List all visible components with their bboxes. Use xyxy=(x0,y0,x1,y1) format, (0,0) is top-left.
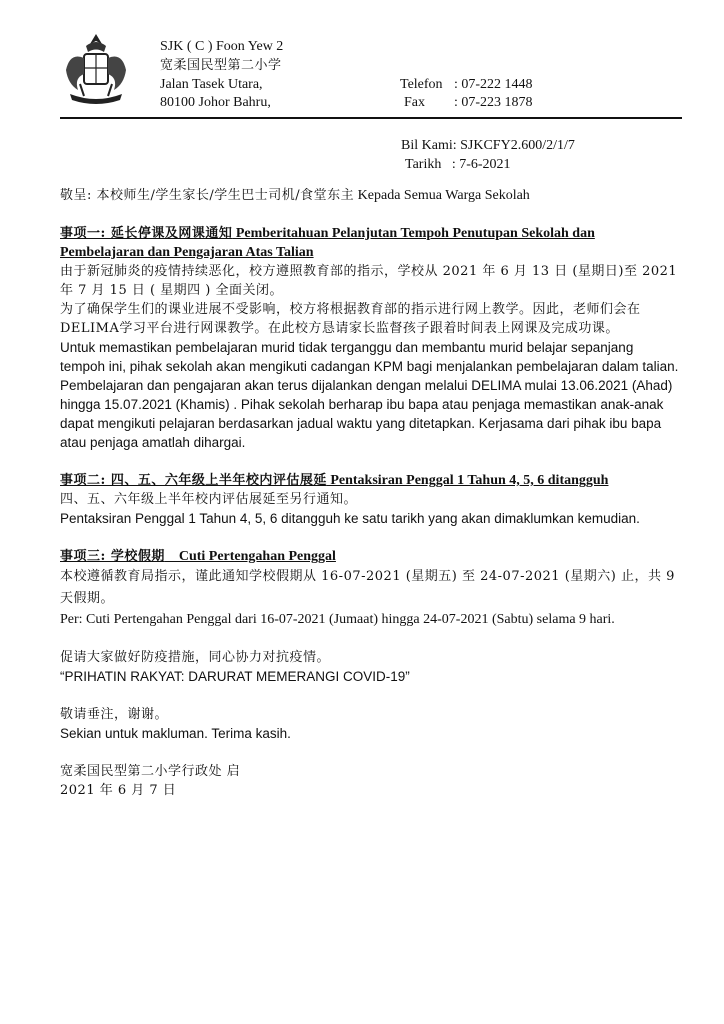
item1-paragraph-ms-1: Untuk memastikan pembelajaran murid tidak terganggu dan membantu murid belajar sepanjang tempoh ini, pihak sekolah akan mengikuti cadangan KPM bagi menjalankan pembelajaran dalam talian. xyxy=(60,340,679,374)
letter-body xyxy=(60,186,680,800)
item3-paragraph-cn: 本校遵循教育局指示，谨此通知学校假期从 16-07-2021 (星期五) 至 24-07-2021 (星期六) 止，共 9 天假期。 xyxy=(60,569,675,606)
phone-value: : 07-222 1448 xyxy=(454,77,533,92)
thanks-malay: Sekian untuk makluman. Terima kasih. xyxy=(60,726,291,741)
letterhead-divider xyxy=(60,117,682,119)
item2-paragraph-ms: Pentaksiran Penggal 1 Tahun 4, 5, 6 ditangguh ke satu tarikh yang akan dimaklumkan kemudian. xyxy=(60,511,640,526)
item3-heading: 事项三: 学校假期 Cuti Pertengahan Penggal xyxy=(60,549,336,564)
reference-number: Bil Kami: SJKCFY2.600/2/1/7 xyxy=(401,138,575,153)
item1-heading: 事项一: 延长停课及网课通知 Pemberitahuan Pelanjutan Tempoh Penutupan Sekolah dan Pembelajaran dan Pengajaran Atas Talian xyxy=(60,226,595,260)
reference-date: Tarikh : 7-6-2021 xyxy=(405,157,511,172)
phone-label: Telefon xyxy=(400,77,443,92)
item2-heading: 事项二: 四、五、六年级上半年校内评估展延 Pentaksiran Penggal 1 Tahun 4, 5, 6 ditangguh xyxy=(60,473,609,488)
address-line-1: Jalan Tasek Utara, xyxy=(160,77,263,92)
salutation: 敬呈: 本校师生/学生家长/学生巴士司机/食堂东主 Kepada Semua Warga Sekolah xyxy=(60,188,530,203)
closing-appeal: 促请大家做好防疫措施，同心协力对抗疫情。 xyxy=(60,650,331,665)
item1-paragraph-cn-1: 由于新冠肺炎的疫情持续恶化，校方遵照教育部的指示，学校从 2021 年 6 月 13 日 (星期日)至 2021 年 7 月 15 日 ( 星期四 ) 全面关闭。 xyxy=(60,264,678,298)
item3-paragraph-ms: Per: Cuti Pertengahan Penggal dari 16-07-2021 (Jumaat) hingga 24-07-2021 (Sabtu) selama 9 hari. xyxy=(60,612,615,627)
item2-paragraph-cn: 四、五、六年级上半年校内评估展延至另行通知。 xyxy=(60,492,358,507)
thanks-chinese: 敬请垂注，谢谢。 xyxy=(60,707,169,722)
malaysia-crest-icon xyxy=(58,30,134,110)
closing-slogan: “PRIHATIN RAKYAT: DARURAT MEMERANGI COVID-19” xyxy=(60,669,410,684)
signoff: 宽柔国民型第二小学行政处 启 xyxy=(60,764,241,779)
address-line-2: 80100 Johor Bahru, xyxy=(160,95,271,110)
fax-value: : 07-223 1878 xyxy=(454,95,533,110)
fax-label: Fax xyxy=(404,95,425,110)
school-name-chinese: 宽柔国民型第二小学 xyxy=(160,58,282,73)
letter-date: 2021 年 6 月 7 日 xyxy=(60,783,177,798)
item1-paragraph-ms-2: Pembelajaran dan pengajaran akan terus dijalankan dengan melalui DELIMA mulai 13.06.2021 (Ahad) hingga 15.07.2021 (Khamis) . Pihak sekolah berharap ibu bapa atau penjaga memastikan anak-anak dapat mengikuti pelajaran berdasarkan jadual waktu yang ditetapkan. Kerjasama dari pihak ibu bapa atau penjaga amatlah dihargai. xyxy=(60,378,673,450)
school-name: SJK ( C ) Foon Yew 2 xyxy=(160,39,284,54)
item1-paragraph-cn-2: 为了确保学生们的课业进展不受影响，校方将根据教育部的指示进行网上教学。因此，老师们会在DELIMA学习平台进行网课教学。在此校方恳请家长监督孩子跟着时间表上网课及完成功课。 xyxy=(60,302,641,336)
reference-block xyxy=(401,136,575,174)
